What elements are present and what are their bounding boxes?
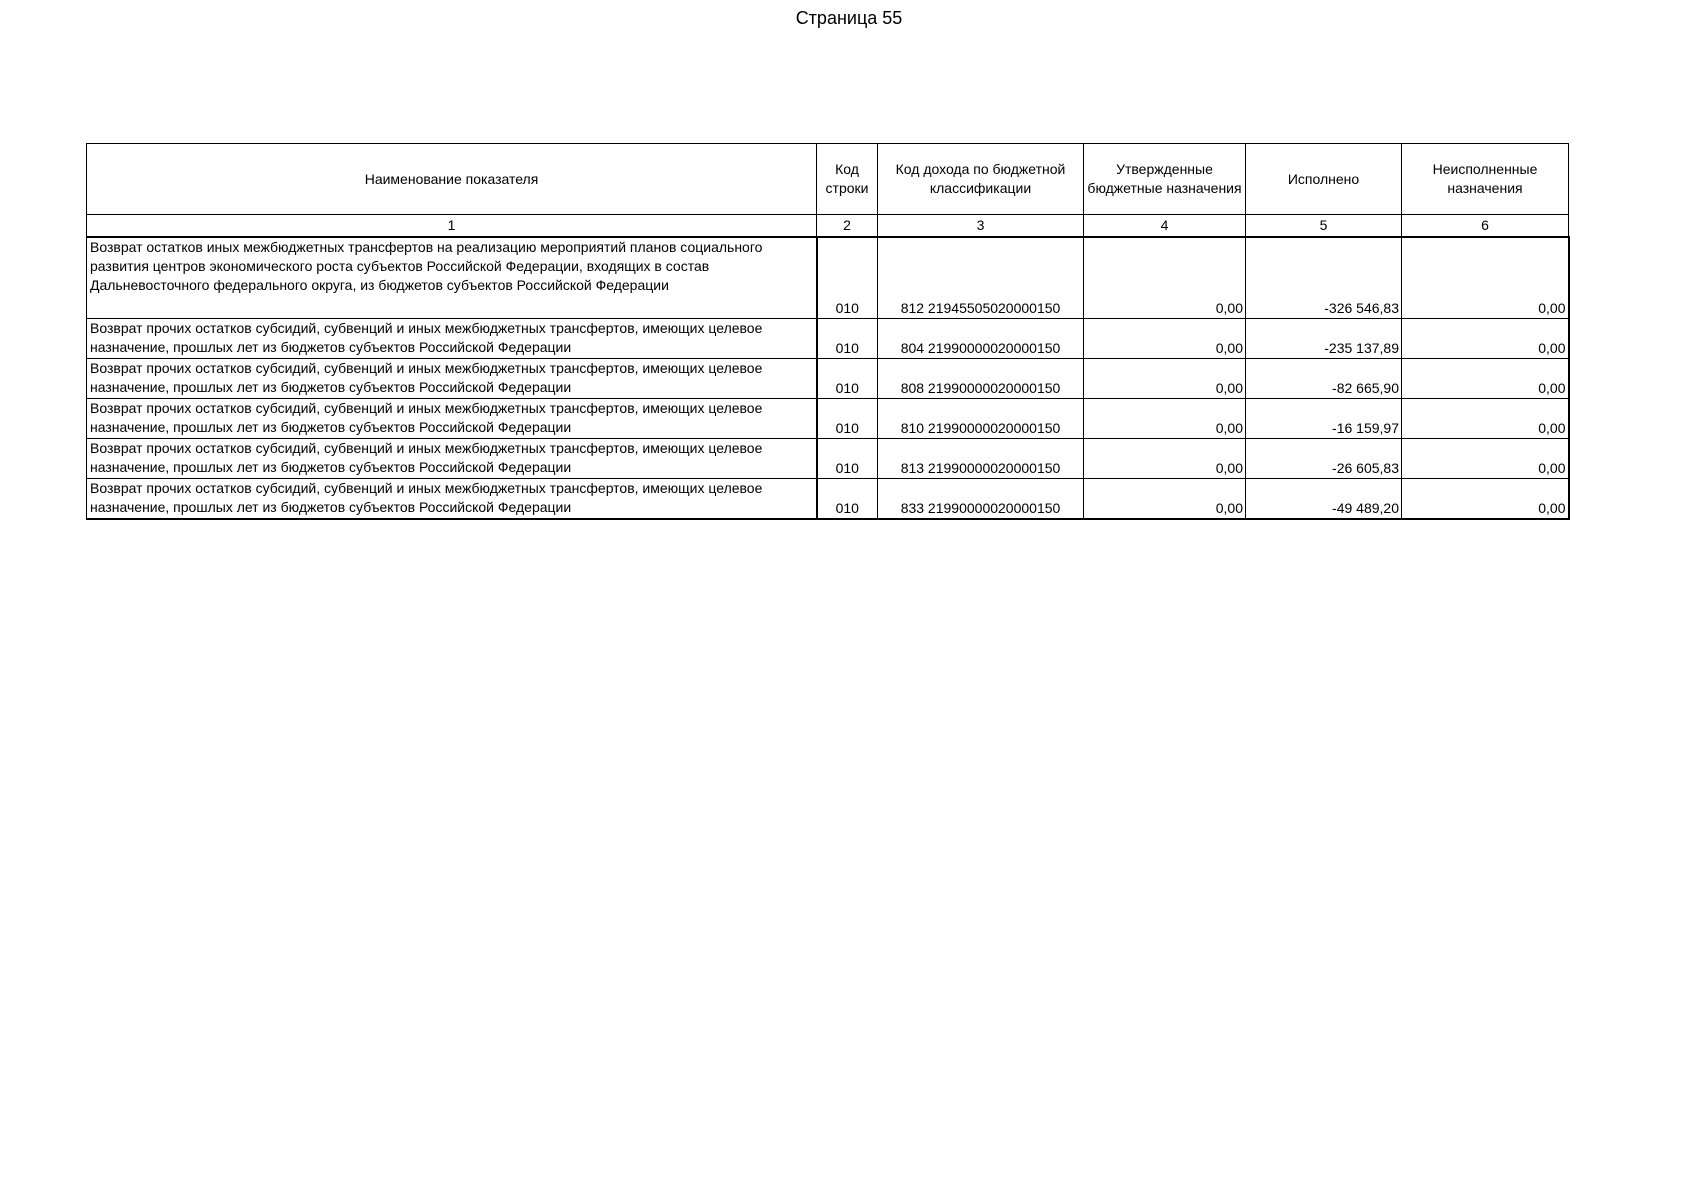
table-row bbox=[87, 319, 1569, 359]
row-line-code: 010 bbox=[817, 439, 878, 479]
row-name: Возврат прочих остатков субсидий, субвенций и иных межбюджетных трансфертов, имеющих целевое назначение, прошлых лет из бюджетов субъектов Российской Федерации bbox=[87, 399, 817, 439]
row-unexecuted: 0,00 bbox=[1402, 479, 1569, 520]
row-unexecuted: 0,00 bbox=[1402, 319, 1569, 359]
row-line-code: 010 bbox=[817, 359, 878, 399]
row-approved: 0,00 bbox=[1084, 399, 1246, 439]
row-name: Возврат прочих остатков субсидий, субвенций и иных межбюджетных трансфертов, имеющих целевое назначение, прошлых лет из бюджетов субъектов Российской Федерации bbox=[87, 479, 817, 520]
row-approved: 0,00 bbox=[1084, 439, 1246, 479]
row-name: Возврат прочих остатков субсидий, субвенций и иных межбюджетных трансфертов, имеющих целевое назначение, прошлых лет из бюджетов субъектов Российской Федерации bbox=[87, 319, 817, 359]
page-title: Страница 55 bbox=[795, 8, 903, 28]
column-number: 1 bbox=[87, 215, 817, 238]
row-approved: 0,00 bbox=[1084, 359, 1246, 399]
row-income-code: 804 21990000020000150 bbox=[878, 319, 1084, 359]
row-approved: 0,00 bbox=[1084, 479, 1246, 520]
header-income-code: Код дохода по бюджетной классификации bbox=[878, 144, 1084, 215]
row-line-code: 010 bbox=[817, 319, 878, 359]
row-name: Возврат прочих остатков субсидий, субвенций и иных межбюджетных трансфертов, имеющих целевое назначение, прошлых лет из бюджетов субъектов Российской Федерации bbox=[87, 359, 817, 399]
row-approved: 0,00 bbox=[1084, 237, 1246, 319]
column-number: 6 bbox=[1402, 215, 1569, 238]
row-executed: -49 489,20 bbox=[1246, 479, 1402, 520]
column-number: 5 bbox=[1246, 215, 1402, 238]
row-executed: -326 546,83 bbox=[1246, 237, 1402, 319]
row-line-code: 010 bbox=[817, 479, 878, 520]
table-row bbox=[87, 479, 1569, 520]
row-income-code: 808 21990000020000150 bbox=[878, 359, 1084, 399]
row-unexecuted: 0,00 bbox=[1402, 439, 1569, 479]
row-unexecuted: 0,00 bbox=[1402, 399, 1569, 439]
column-number: 2 bbox=[817, 215, 878, 238]
column-number: 3 bbox=[878, 215, 1084, 238]
header-name: Наименование показателя bbox=[87, 144, 817, 215]
row-unexecuted: 0,00 bbox=[1402, 237, 1569, 319]
table-row bbox=[87, 439, 1569, 479]
row-executed: -16 159,97 bbox=[1246, 399, 1402, 439]
column-number: 4 bbox=[1084, 215, 1246, 238]
row-income-code: 813 21990000020000150 bbox=[878, 439, 1084, 479]
header-unexecuted: Неисполненные назначения bbox=[1402, 144, 1569, 215]
header-approved: Утвержденные бюджетные назначения bbox=[1084, 144, 1246, 215]
row-income-code: 810 21990000020000150 bbox=[878, 399, 1084, 439]
row-income-code: 812 21945505020000150 bbox=[878, 237, 1084, 319]
row-line-code: 010 bbox=[817, 237, 878, 319]
row-name: Возврат прочих остатков субсидий, субвенций и иных межбюджетных трансфертов, имеющих целевое назначение, прошлых лет из бюджетов субъектов Российской Федерации bbox=[87, 439, 817, 479]
table-row bbox=[87, 237, 1569, 319]
table-row bbox=[87, 359, 1569, 399]
row-executed: -235 137,89 bbox=[1246, 319, 1402, 359]
budget-report-table bbox=[86, 143, 1570, 520]
column-number-row bbox=[87, 215, 1569, 238]
table-row bbox=[87, 399, 1569, 439]
header-line-code: Код строки bbox=[817, 144, 878, 215]
header-executed: Исполнено bbox=[1246, 144, 1402, 215]
row-unexecuted: 0,00 bbox=[1402, 359, 1569, 399]
row-executed: -82 665,90 bbox=[1246, 359, 1402, 399]
row-income-code: 833 21990000020000150 bbox=[878, 479, 1084, 520]
table-header-row bbox=[87, 144, 1569, 215]
row-executed: -26 605,83 bbox=[1246, 439, 1402, 479]
row-line-code: 010 bbox=[817, 399, 878, 439]
row-approved: 0,00 bbox=[1084, 319, 1246, 359]
row-name: Возврат остатков иных межбюджетных трансфертов на реализацию мероприятий планов социального развития центров экономического роста субъектов Российской Федерации, входящих в состав Дальневосточного федерального округа, из бюджетов субъектов Российской Федерации bbox=[87, 237, 817, 319]
